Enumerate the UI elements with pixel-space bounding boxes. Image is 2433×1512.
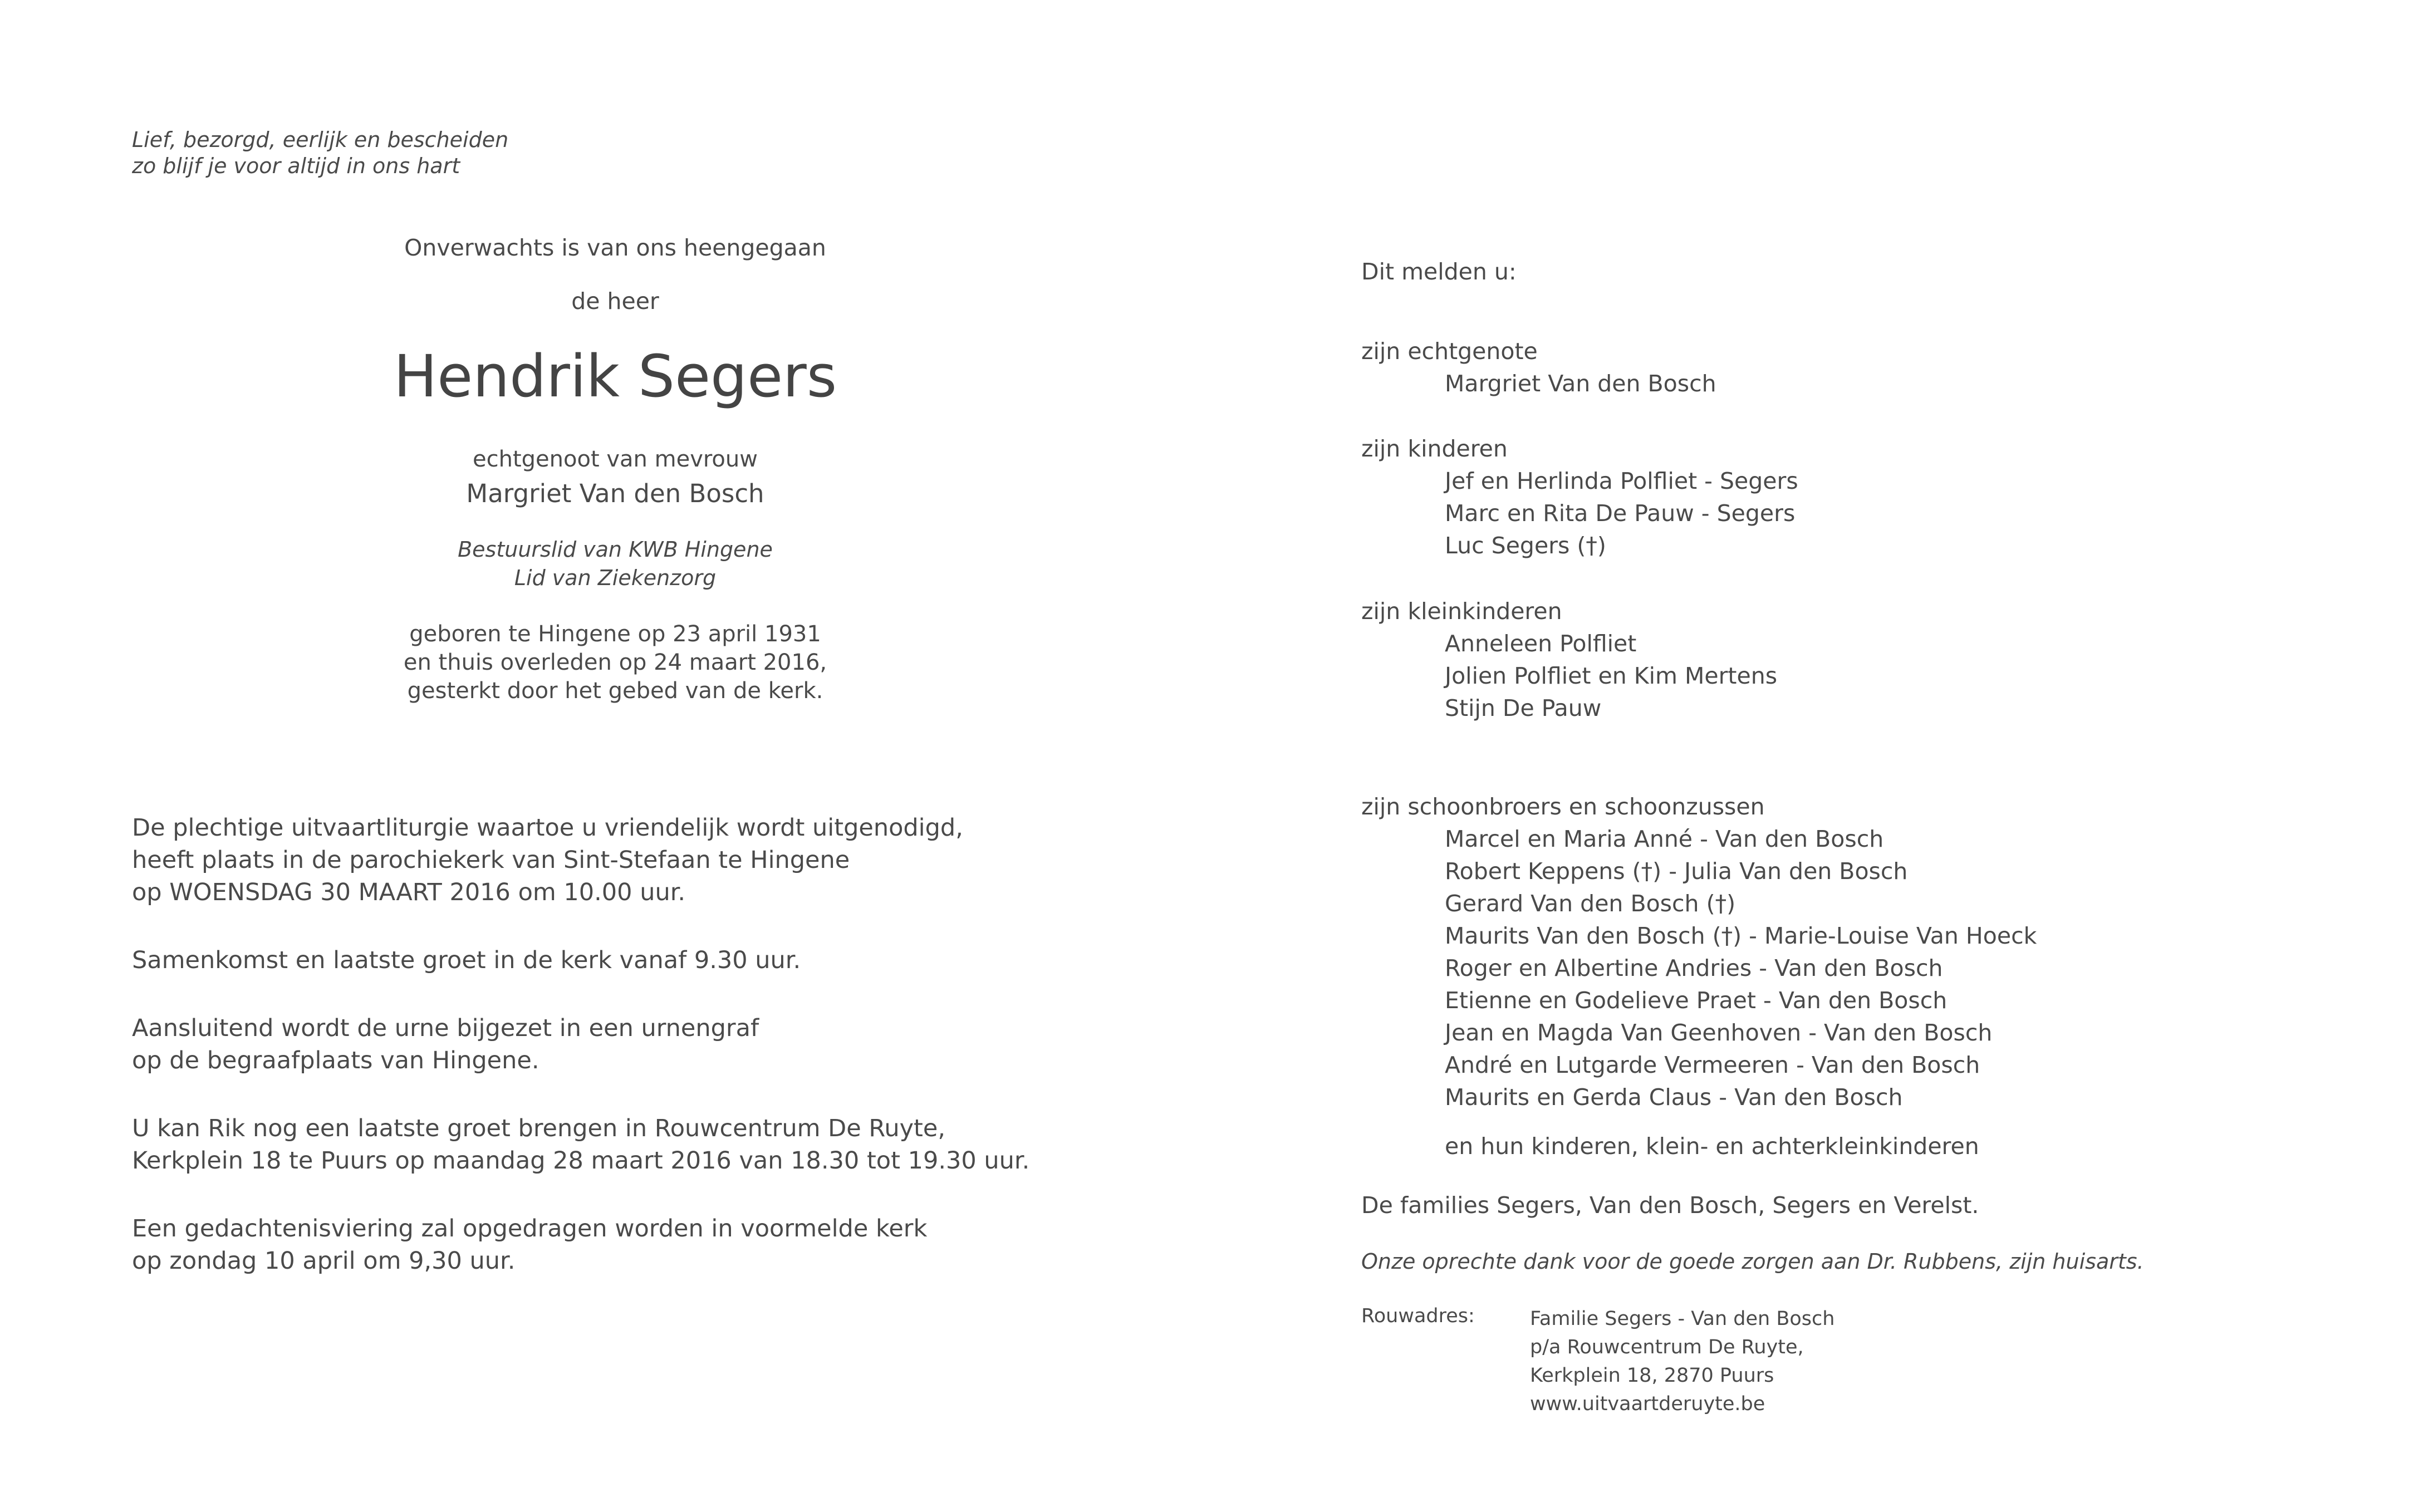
address-label: Rouwadres: xyxy=(1361,1305,1475,1327)
address-line: Familie Segers - Van den Bosch xyxy=(1530,1308,1835,1330)
family-member: Jolien Polfliet en Kim Mertens xyxy=(1445,662,1778,689)
family-member: André en Lutgarde Vermeeren - Van den Bosch xyxy=(1445,1052,1980,1078)
role-line: Bestuurslid van KWB Hingene xyxy=(458,537,773,562)
birth-death-info xyxy=(281,620,949,705)
family-group-grandchildren xyxy=(1361,595,1777,724)
thanks-line: Onze oprechte dank voor de goede zorgen aan Dr. Rubbens, zijn huisarts. xyxy=(1361,1249,2144,1274)
family-group-in-laws xyxy=(1361,791,2037,1113)
motto-line: zo blijf je voor altijd in ons hart xyxy=(132,154,460,178)
text-line: heeft plaats in de parochiekerk van Sint-Stefaan te Hingene xyxy=(132,846,850,874)
text-line: Aansluitend wordt de urne bijgezet in een urnengraf xyxy=(132,1014,759,1042)
family-group-spouse xyxy=(1361,335,1716,400)
visitation-paragraph xyxy=(132,1112,1029,1177)
funeral-paragraph xyxy=(132,812,1029,909)
family-member: Roger en Albertine Andries - Van den Bosch xyxy=(1445,955,1943,981)
family-member: Marcel en Maria Anné - Van den Bosch xyxy=(1445,826,1884,852)
group-label: zijn kinderen xyxy=(1361,435,1508,462)
honorific: de heer xyxy=(571,288,659,315)
ceremony-details xyxy=(132,812,1029,1313)
role-line: Lid van Ziekenzorg xyxy=(514,566,717,590)
family-member: Jef en Herlinda Polfliet - Segers xyxy=(1445,468,1798,494)
text-line: U kan Rik nog een laatste groet brengen in Rouwcentrum De Ruyte, xyxy=(132,1115,946,1142)
blessing-line: gesterkt door het gebed van de kerk. xyxy=(407,678,823,704)
text-line: op zondag 10 april om 9,30 uur. xyxy=(132,1247,516,1275)
family-member: Margriet Van den Bosch xyxy=(1445,370,1716,397)
text-line: Kerkplein 18 te Puurs op maandag 28 maart 2016 van 18.30 tot 19.30 uur. xyxy=(132,1147,1030,1175)
address-line: p/a Rouwcentrum De Ruyte, xyxy=(1530,1336,1804,1358)
family-member: Stijn De Pauw xyxy=(1445,695,1602,721)
descendants-line: en hun kinderen, klein- en achterkleinkinderen xyxy=(1445,1133,1979,1160)
family-member: Gerard Van den Bosch (†) xyxy=(1445,890,1736,917)
intro-text: Onverwachts is van ons heengegaan xyxy=(404,234,826,261)
text-line: Een gedachtenisviering zal opgedragen worden in voormelde kerk xyxy=(132,1215,928,1243)
family-member: Etienne en Godelieve Praet - Van den Bosch xyxy=(1445,987,1948,1014)
families-line: De families Segers, Van den Bosch, Segers en Verelst. xyxy=(1361,1192,1979,1219)
notice-intro: Dit melden u: xyxy=(1361,258,1517,285)
family-member: Marc en Rita De Pauw - Segers xyxy=(1445,500,1796,527)
family-member: Anneleen Polfliet xyxy=(1445,630,1637,657)
text-line: op WOENSDAG 30 MAART 2016 om 10.00 uur. xyxy=(132,878,686,906)
urn-paragraph xyxy=(132,1012,1029,1077)
family-member: Jean en Magda Van Geenhoven - Van den Bosch xyxy=(1445,1019,1993,1046)
family-member: Maurits en Gerda Claus - Van den Bosch xyxy=(1445,1084,1903,1111)
group-label: zijn kleinkinderen xyxy=(1361,598,1562,625)
motto-line: Lief, bezorgd, eerlijk en bescheiden xyxy=(132,127,509,152)
death-line: en thuis overleden op 24 maart 2016, xyxy=(403,650,827,675)
family-member: Maurits Van den Bosch (†) - Marie-Louise Van Hoeck xyxy=(1445,922,2037,949)
spouse-name: Margriet Van den Bosch xyxy=(466,479,764,508)
gathering-paragraph xyxy=(132,944,1029,976)
text-line: De plechtige uitvaartliturgie waartoe u vriendelijk wordt uitgenodigd, xyxy=(132,814,963,842)
motto xyxy=(132,127,508,179)
group-label: zijn echtgenote xyxy=(1361,338,1538,365)
text-line: op de begraafplaats van Hingene. xyxy=(132,1047,539,1074)
spouse-label: echtgenoot van mevrouw xyxy=(473,446,758,472)
address-line: Kerkplein 18, 2870 Puurs xyxy=(1530,1364,1774,1387)
group-label: zijn schoonbroers en schoonzussen xyxy=(1361,793,1765,820)
memorial-paragraph xyxy=(132,1212,1029,1277)
text-line: Samenkomst en laatste groet in de kerk vanaf 9.30 uur. xyxy=(132,946,801,974)
website-link[interactable]: www.uitvaartderuyte.be xyxy=(1530,1393,1765,1415)
family-group-children xyxy=(1361,433,1798,562)
family-member: Luc Segers (†) xyxy=(1445,532,1606,559)
deceased-name: Hendrik Segers xyxy=(394,342,837,410)
mourning-address xyxy=(1530,1305,1834,1418)
roles xyxy=(281,536,949,592)
birth-line: geboren te Hingene op 23 april 1931 xyxy=(409,621,821,647)
family-member: Robert Keppens (†) - Julia Van den Bosch xyxy=(1445,858,1908,885)
